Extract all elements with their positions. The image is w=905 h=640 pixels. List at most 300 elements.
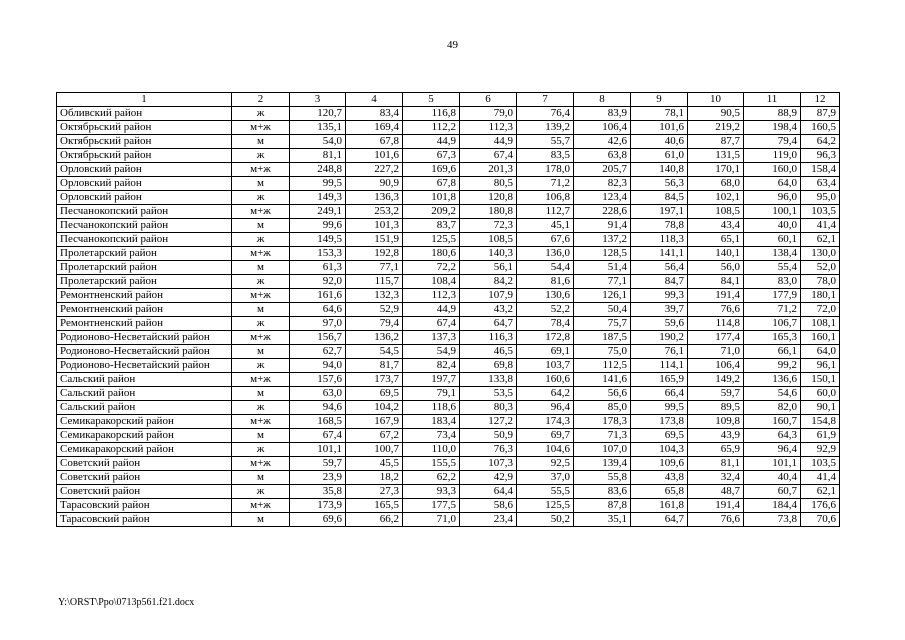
value-cell: 96,4 — [744, 443, 801, 457]
value-cell: 54,5 — [346, 345, 403, 359]
value-cell: 78,8 — [631, 219, 688, 233]
sex-cell: м — [232, 135, 290, 149]
value-cell: 54,9 — [403, 345, 460, 359]
value-cell: 35,8 — [290, 485, 346, 499]
value-cell: 173,7 — [346, 373, 403, 387]
value-cell: 109,8 — [688, 415, 744, 429]
district-name-cell: Орловский район — [57, 191, 232, 205]
value-cell: 67,2 — [346, 429, 403, 443]
district-name-cell: Ремонтненский район — [57, 289, 232, 303]
value-cell: 69,5 — [631, 429, 688, 443]
value-cell: 67,4 — [403, 317, 460, 331]
value-cell: 55,8 — [574, 471, 631, 485]
value-cell: 71,0 — [688, 345, 744, 359]
value-cell: 160,0 — [744, 163, 801, 177]
table-row — [57, 275, 840, 289]
table-row — [57, 429, 840, 443]
value-cell: 90,9 — [346, 177, 403, 191]
value-cell: 72,3 — [460, 219, 517, 233]
value-cell: 116,3 — [460, 331, 517, 345]
value-cell: 140,3 — [460, 247, 517, 261]
value-cell: 71,3 — [574, 429, 631, 443]
district-name-cell: Пролетарский район — [57, 247, 232, 261]
value-cell: 136,2 — [346, 331, 403, 345]
sex-cell: м+ж — [232, 121, 290, 135]
value-cell: 169,6 — [403, 163, 460, 177]
value-cell: 118,3 — [631, 233, 688, 247]
value-cell: 61,9 — [801, 429, 840, 443]
value-cell: 23,9 — [290, 471, 346, 485]
sex-cell: ж — [232, 485, 290, 499]
value-cell: 66,2 — [346, 513, 403, 527]
value-cell: 94,0 — [290, 359, 346, 373]
value-cell: 123,4 — [574, 191, 631, 205]
value-cell: 72,0 — [801, 303, 840, 317]
value-cell: 96,4 — [517, 401, 574, 415]
sex-cell: м — [232, 429, 290, 443]
value-cell: 205,7 — [574, 163, 631, 177]
value-cell: 54,4 — [517, 261, 574, 275]
value-cell: 136,3 — [346, 191, 403, 205]
value-cell: 87,9 — [801, 107, 840, 121]
district-name-cell: Сальский район — [57, 387, 232, 401]
value-cell: 39,7 — [631, 303, 688, 317]
value-cell: 77,1 — [346, 261, 403, 275]
sex-cell: м — [232, 513, 290, 527]
value-cell: 141,6 — [574, 373, 631, 387]
value-cell: 172,8 — [517, 331, 574, 345]
table-row — [57, 121, 840, 135]
table-row — [57, 443, 840, 457]
value-cell: 191,4 — [688, 289, 744, 303]
table-header-cell: 12 — [801, 93, 840, 107]
value-cell: 90,5 — [688, 107, 744, 121]
value-cell: 180,1 — [801, 289, 840, 303]
value-cell: 96,0 — [744, 191, 801, 205]
value-cell: 140,1 — [688, 247, 744, 261]
value-cell: 81,6 — [517, 275, 574, 289]
value-cell: 70,6 — [801, 513, 840, 527]
value-cell: 137,3 — [403, 331, 460, 345]
value-cell: 126,1 — [574, 289, 631, 303]
value-cell: 92,0 — [290, 275, 346, 289]
value-cell: 67,4 — [290, 429, 346, 443]
value-cell: 125,5 — [517, 499, 574, 513]
district-name-cell: Ремонтненский район — [57, 303, 232, 317]
value-cell: 56,6 — [574, 387, 631, 401]
value-cell: 131,5 — [688, 149, 744, 163]
value-cell: 228,6 — [574, 205, 631, 219]
table-row — [57, 247, 840, 261]
table-header-cell: 11 — [744, 93, 801, 107]
value-cell: 69,1 — [517, 345, 574, 359]
value-cell: 173,8 — [631, 415, 688, 429]
value-cell: 153,3 — [290, 247, 346, 261]
table-row — [57, 401, 840, 415]
sex-cell: м+ж — [232, 163, 290, 177]
district-name-cell: Семикаракорский район — [57, 415, 232, 429]
value-cell: 40,4 — [744, 471, 801, 485]
value-cell: 198,4 — [744, 121, 801, 135]
value-cell: 107,0 — [574, 443, 631, 457]
table-header-cell: 8 — [574, 93, 631, 107]
value-cell: 118,6 — [403, 401, 460, 415]
value-cell: 177,5 — [403, 499, 460, 513]
value-cell: 161,8 — [631, 499, 688, 513]
value-cell: 106,4 — [574, 121, 631, 135]
value-cell: 43,2 — [460, 303, 517, 317]
value-cell: 104,2 — [346, 401, 403, 415]
sex-cell: м+ж — [232, 373, 290, 387]
value-cell: 119,0 — [744, 149, 801, 163]
value-cell: 99,5 — [290, 177, 346, 191]
value-cell: 248,8 — [290, 163, 346, 177]
value-cell: 83,9 — [574, 107, 631, 121]
value-cell: 97,0 — [290, 317, 346, 331]
district-name-cell: Песчанокопский район — [57, 205, 232, 219]
value-cell: 64,7 — [631, 513, 688, 527]
value-cell: 56,3 — [631, 177, 688, 191]
value-cell: 136,6 — [744, 373, 801, 387]
value-cell: 71,2 — [744, 303, 801, 317]
value-cell: 63,4 — [801, 177, 840, 191]
value-cell: 112,7 — [517, 205, 574, 219]
value-cell: 130,0 — [801, 247, 840, 261]
value-cell: 149,5 — [290, 233, 346, 247]
value-cell: 112,3 — [403, 289, 460, 303]
table-row — [57, 345, 840, 359]
value-cell: 79,4 — [346, 317, 403, 331]
value-cell: 94,6 — [290, 401, 346, 415]
value-cell: 69,5 — [346, 387, 403, 401]
value-cell: 177,4 — [688, 331, 744, 345]
sex-cell: м — [232, 387, 290, 401]
value-cell: 52,0 — [801, 261, 840, 275]
value-cell: 107,9 — [460, 289, 517, 303]
value-cell: 56,4 — [631, 261, 688, 275]
value-cell: 160,5 — [801, 121, 840, 135]
sex-cell: м — [232, 303, 290, 317]
table-row — [57, 261, 840, 275]
value-cell: 52,9 — [346, 303, 403, 317]
value-cell: 58,6 — [460, 499, 517, 513]
sex-cell: ж — [232, 317, 290, 331]
value-cell: 219,2 — [688, 121, 744, 135]
value-cell: 82,0 — [744, 401, 801, 415]
value-cell: 65,9 — [688, 443, 744, 457]
value-cell: 61,3 — [290, 261, 346, 275]
district-name-cell: Орловский район — [57, 177, 232, 191]
value-cell: 112,5 — [574, 359, 631, 373]
sex-cell: м+ж — [232, 415, 290, 429]
value-cell: 89,5 — [688, 401, 744, 415]
table-row — [57, 303, 840, 317]
value-cell: 167,9 — [346, 415, 403, 429]
value-cell: 178,0 — [517, 163, 574, 177]
value-cell: 45,1 — [517, 219, 574, 233]
page-number: 49 — [447, 39, 458, 51]
value-cell: 56,0 — [688, 261, 744, 275]
table-row — [57, 359, 840, 373]
value-cell: 83,6 — [574, 485, 631, 499]
value-cell: 40,0 — [744, 219, 801, 233]
value-cell: 75,0 — [574, 345, 631, 359]
value-cell: 85,0 — [574, 401, 631, 415]
value-cell: 50,9 — [460, 429, 517, 443]
district-name-cell: Советский район — [57, 471, 232, 485]
table-row — [57, 289, 840, 303]
value-cell: 18,2 — [346, 471, 403, 485]
table-row — [57, 471, 840, 485]
district-name-cell: Песчанокопский район — [57, 233, 232, 247]
value-cell: 184,4 — [744, 499, 801, 513]
value-cell: 78,4 — [517, 317, 574, 331]
value-cell: 67,6 — [517, 233, 574, 247]
value-cell: 149,3 — [290, 191, 346, 205]
value-cell: 96,3 — [801, 149, 840, 163]
value-cell: 52,2 — [517, 303, 574, 317]
value-cell: 69,7 — [517, 429, 574, 443]
value-cell: 154,8 — [801, 415, 840, 429]
district-name-cell: Песчанокопский район — [57, 219, 232, 233]
value-cell: 37,0 — [517, 471, 574, 485]
value-cell: 160,6 — [517, 373, 574, 387]
district-name-cell: Родионово-Несветайский район — [57, 359, 232, 373]
district-name-cell: Сальский район — [57, 373, 232, 387]
table-header-cell: 5 — [403, 93, 460, 107]
value-cell: 50,4 — [574, 303, 631, 317]
value-cell: 170,1 — [688, 163, 744, 177]
value-cell: 109,6 — [631, 457, 688, 471]
value-cell: 79,0 — [460, 107, 517, 121]
value-cell: 99,6 — [290, 219, 346, 233]
value-cell: 191,4 — [688, 499, 744, 513]
value-cell: 140,8 — [631, 163, 688, 177]
table-row — [57, 205, 840, 219]
table-header-cell: 6 — [460, 93, 517, 107]
value-cell: 150,1 — [801, 373, 840, 387]
value-cell: 54,0 — [290, 135, 346, 149]
value-cell: 43,8 — [631, 471, 688, 485]
sex-cell: м — [232, 177, 290, 191]
value-cell: 76,1 — [631, 345, 688, 359]
value-cell: 101,6 — [346, 149, 403, 163]
value-cell: 227,2 — [346, 163, 403, 177]
value-cell: 42,9 — [460, 471, 517, 485]
value-cell: 62,1 — [801, 485, 840, 499]
table-row — [57, 499, 840, 513]
sex-cell: ж — [232, 401, 290, 415]
value-cell: 101,1 — [744, 457, 801, 471]
district-name-cell: Пролетарский район — [57, 275, 232, 289]
value-cell: 66,1 — [744, 345, 801, 359]
value-cell: 104,3 — [631, 443, 688, 457]
value-cell: 102,1 — [688, 191, 744, 205]
table-row — [57, 373, 840, 387]
table-row — [57, 485, 840, 499]
value-cell: 79,1 — [403, 387, 460, 401]
value-cell: 183,4 — [403, 415, 460, 429]
table-row — [57, 177, 840, 191]
value-cell: 73,4 — [403, 429, 460, 443]
value-cell: 103,7 — [517, 359, 574, 373]
sex-cell: м+ж — [232, 457, 290, 471]
value-cell: 120,8 — [460, 191, 517, 205]
value-cell: 59,6 — [631, 317, 688, 331]
district-name-cell: Октябрьский район — [57, 135, 232, 149]
value-cell: 106,7 — [744, 317, 801, 331]
value-cell: 87,7 — [688, 135, 744, 149]
table-row — [57, 191, 840, 205]
value-cell: 80,3 — [460, 401, 517, 415]
sex-cell: м+ж — [232, 289, 290, 303]
value-cell: 88,9 — [744, 107, 801, 121]
value-cell: 100,7 — [346, 443, 403, 457]
value-cell: 63,0 — [290, 387, 346, 401]
value-cell: 43,9 — [688, 429, 744, 443]
sex-cell: ж — [232, 149, 290, 163]
value-cell: 101,1 — [290, 443, 346, 457]
table-row — [57, 233, 840, 247]
value-cell: 46,5 — [460, 345, 517, 359]
sex-cell: м — [232, 219, 290, 233]
value-cell: 110,0 — [403, 443, 460, 457]
sex-cell: м — [232, 471, 290, 485]
value-cell: 41,4 — [801, 219, 840, 233]
value-cell: 53,5 — [460, 387, 517, 401]
sex-cell: м — [232, 345, 290, 359]
value-cell: 43,4 — [688, 219, 744, 233]
value-cell: 168,5 — [290, 415, 346, 429]
value-cell: 64,3 — [744, 429, 801, 443]
value-cell: 64,4 — [460, 485, 517, 499]
value-cell: 141,1 — [631, 247, 688, 261]
value-cell: 66,4 — [631, 387, 688, 401]
value-cell: 59,7 — [290, 457, 346, 471]
value-cell: 67,3 — [403, 149, 460, 163]
value-cell: 84,7 — [631, 275, 688, 289]
sex-cell: м+ж — [232, 205, 290, 219]
value-cell: 96,1 — [801, 359, 840, 373]
value-cell: 101,6 — [631, 121, 688, 135]
table-header-cell: 4 — [346, 93, 403, 107]
value-cell: 197,1 — [631, 205, 688, 219]
value-cell: 35,1 — [574, 513, 631, 527]
sex-cell: м+ж — [232, 247, 290, 261]
sex-cell: м+ж — [232, 331, 290, 345]
statistics-table — [56, 92, 840, 527]
value-cell: 64,7 — [460, 317, 517, 331]
district-name-cell: Родионово-Несветайский район — [57, 331, 232, 345]
value-cell: 71,2 — [517, 177, 574, 191]
value-cell: 69,8 — [460, 359, 517, 373]
value-cell: 84,5 — [631, 191, 688, 205]
value-cell: 127,2 — [460, 415, 517, 429]
table-header-row — [57, 93, 840, 107]
value-cell: 56,1 — [460, 261, 517, 275]
value-cell: 67,8 — [403, 177, 460, 191]
sex-cell: ж — [232, 275, 290, 289]
value-cell: 132,3 — [346, 289, 403, 303]
value-cell: 55,5 — [517, 485, 574, 499]
value-cell: 54,6 — [744, 387, 801, 401]
table-row — [57, 457, 840, 471]
value-cell: 253,2 — [346, 205, 403, 219]
table-body — [57, 93, 840, 527]
value-cell: 81,1 — [290, 149, 346, 163]
value-cell: 157,6 — [290, 373, 346, 387]
table-row — [57, 163, 840, 177]
table-row — [57, 149, 840, 163]
value-cell: 165,3 — [744, 331, 801, 345]
value-cell: 83,0 — [744, 275, 801, 289]
value-cell: 81,7 — [346, 359, 403, 373]
value-cell: 180,8 — [460, 205, 517, 219]
value-cell: 48,7 — [688, 485, 744, 499]
table-row — [57, 317, 840, 331]
footer-file-path: Y:\ORST\Ppo\0713p561.f21.docx — [58, 597, 195, 608]
table-row — [57, 331, 840, 345]
value-cell: 158,4 — [801, 163, 840, 177]
value-cell: 77,1 — [574, 275, 631, 289]
value-cell: 45,5 — [346, 457, 403, 471]
value-cell: 133,8 — [460, 373, 517, 387]
value-cell: 99,3 — [631, 289, 688, 303]
value-cell: 80,5 — [460, 177, 517, 191]
district-name-cell: Тарасовский район — [57, 513, 232, 527]
table-header-cell: 9 — [631, 93, 688, 107]
value-cell: 69,6 — [290, 513, 346, 527]
value-cell: 61,0 — [631, 149, 688, 163]
value-cell: 78,1 — [631, 107, 688, 121]
value-cell: 67,8 — [346, 135, 403, 149]
value-cell: 108,5 — [688, 205, 744, 219]
value-cell: 62,7 — [290, 345, 346, 359]
sex-cell: ж — [232, 359, 290, 373]
value-cell: 68,0 — [688, 177, 744, 191]
value-cell: 151,9 — [346, 233, 403, 247]
district-name-cell: Родионово-Несветайский район — [57, 345, 232, 359]
value-cell: 64,0 — [801, 345, 840, 359]
value-cell: 75,7 — [574, 317, 631, 331]
value-cell: 87,8 — [574, 499, 631, 513]
table-header-cell: 1 — [57, 93, 232, 107]
value-cell: 106,8 — [517, 191, 574, 205]
value-cell: 55,7 — [517, 135, 574, 149]
value-cell: 95,0 — [801, 191, 840, 205]
value-cell: 60,0 — [801, 387, 840, 401]
sex-cell: ж — [232, 107, 290, 121]
table-header-cell: 7 — [517, 93, 574, 107]
value-cell: 169,4 — [346, 121, 403, 135]
value-cell: 176,6 — [801, 499, 840, 513]
value-cell: 76,6 — [688, 303, 744, 317]
value-cell: 90,1 — [801, 401, 840, 415]
sex-cell: ж — [232, 443, 290, 457]
value-cell: 83,4 — [346, 107, 403, 121]
value-cell: 106,4 — [688, 359, 744, 373]
value-cell: 115,7 — [346, 275, 403, 289]
value-cell: 92,5 — [517, 457, 574, 471]
sex-cell: м — [232, 261, 290, 275]
value-cell: 187,5 — [574, 331, 631, 345]
value-cell: 84,1 — [688, 275, 744, 289]
value-cell: 103,5 — [801, 205, 840, 219]
district-name-cell: Пролетарский район — [57, 261, 232, 275]
value-cell: 59,7 — [688, 387, 744, 401]
value-cell: 137,2 — [574, 233, 631, 247]
value-cell: 83,7 — [403, 219, 460, 233]
